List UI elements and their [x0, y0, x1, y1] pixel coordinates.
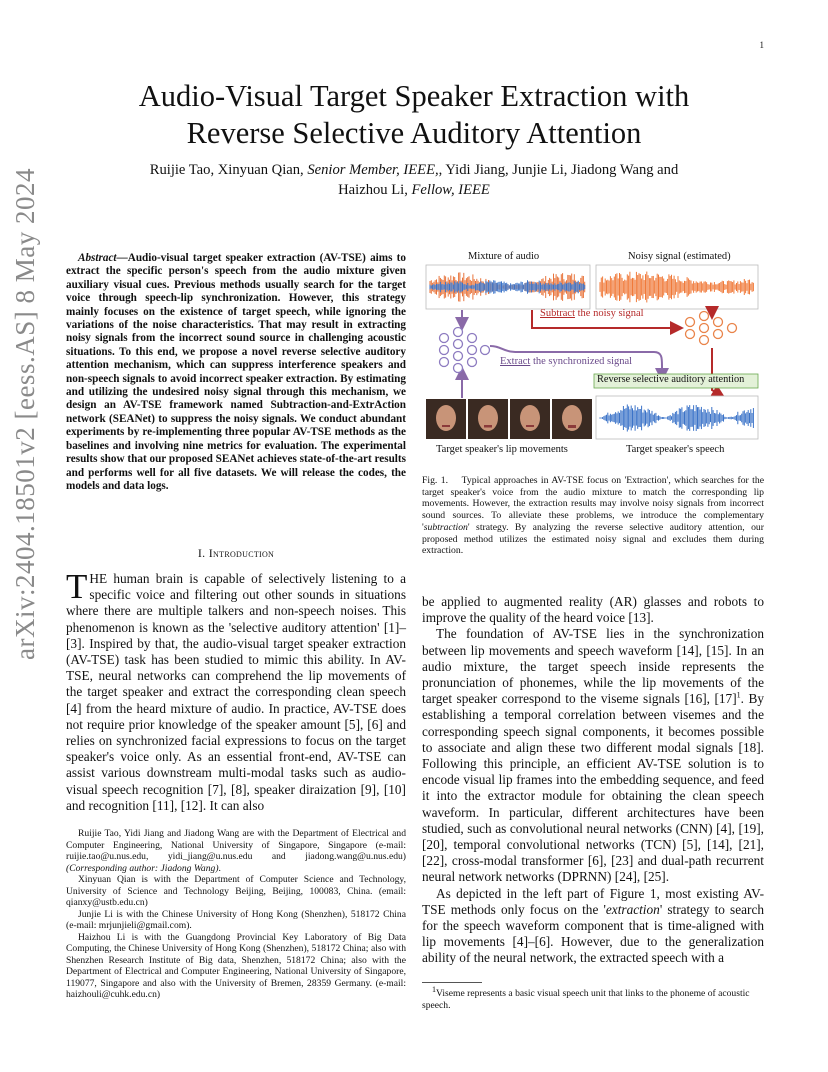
authors-part-2: , Yidi Jiang, Junjie Li, Jiadong Wang and [438, 162, 679, 178]
subtraction-network-right [686, 312, 737, 345]
label-extract-underlined: Extract [500, 356, 531, 367]
label-extract-rest: the synchronized signal [530, 356, 633, 367]
label-subtract-underlined: Subtract [540, 308, 575, 319]
footnote-1-corresponding: (Corresponding author: Jiadong Wang) [66, 862, 219, 874]
col2-paragraph-1: be applied to augmented reality (AR) glasses and robots to improve the quality of the heard voice [13]. [422, 594, 764, 626]
abstract-text: —Audio-visual target speaker extraction (AV-TSE) aims to extract the specific person's speech from the audio mixture given auxiliary visual cues. Previous methods usually search for the target voice through speech-lip synchronization. However, this strategy mainly focuses on the existence of target speech, while ignoring the variations of the noise characteristics. That may result in extracting noisy signals from the incorrect sound source in challenging acoustic situations. To this end, we propose a novel reverse selective auditory attention mechanism, which can suppress interference speakers and non-speech signals to avoid incorrect speaker extraction. By estimating and utilizing the undesired noisy signal through this mechanism, we design an AV-TSE framework named Subtraction-and-ExtrAction network (SEANet) to suppress the noisy signals. We conduct abundant experiments by re-implementing three popular AV-TSE methods as the baselines and involving nine metrics for evaluation. The experimental results show that our proposed SEANet achieves state-of-the-art results and performs well for all five datasets. We will release the codes, the models and data logs. [66, 252, 406, 492]
footnote-2: Xinyuan Qian is with the Department of Computer Science and Technology, University of Science and Technology Beijing, Beijing, 100083, China. (email: qianxy@ustb.edu.cn) [66, 874, 406, 908]
section-number: I. [197, 546, 209, 560]
col2-p3-a: As depicted in the left part of Figure 1, most existing AV-TSE methods only focus on the ' [422, 885, 764, 917]
figure-1-caption [422, 475, 764, 557]
label-noisy-signal: Noisy signal (estimated) [628, 251, 731, 262]
col2-p3-italic: extraction [605, 901, 660, 917]
title-line-1: Audio-Visual Target Speaker Extraction with [138, 79, 690, 113]
label-reverse-attention: Reverse selective auditory attention [597, 374, 745, 385]
footnote-4: Haizhou Li is with the Guangdong Provincial Key Laboratory of Big Data Computing, the Chinese University of Hong Kong (Shenzhen), 518172 China; also with Shenzhen Research Institute of Big data, Shenzhen, 518172 China; also with the Department of Electrical and Computer Engineering, National University of Singapore, 119077, Singapore and also with the University of Bremen, 28359 Germany. (e-mail: haizhouli@cuhk.edu.cn) [66, 931, 406, 1000]
author-list [100, 160, 728, 200]
footnote-1-end: . [218, 862, 221, 874]
authors-part-3: Haizhou Li, [338, 182, 412, 198]
label-mixture-audio: Mixture of audio [468, 251, 540, 262]
section-heading-introduction [66, 546, 406, 561]
caption-italic: subtraction [423, 521, 468, 533]
label-target-speech: Target speaker's speech [626, 444, 725, 455]
footnote-marker: 1 [736, 690, 741, 700]
footnote-3: Junjie Li is with the Chinese University of Hong Kong (Shenzhen), 518172 China (e-mail: mrjunjieli@gmail.com). [66, 908, 406, 931]
arxiv-identifier: arXiv:2404.18501v2 [eess.AS] 8 May 2024 [10, 168, 40, 660]
abstract [66, 252, 406, 493]
page-number: 1 [759, 40, 764, 50]
section-title: Introduction [208, 546, 275, 560]
label-subtract [540, 308, 644, 319]
paper-title [60, 78, 768, 152]
col2-p3-b: ' strategy to search for the speech waveform component that is time-aligned with lip movements [4]–[6]. However, due to the generalization ability of the neural network, the extracted speech with a [422, 901, 764, 966]
intro-text: human brain is capable of selectively listening to a specific voice and filtering out other sounds in situations where there are multiple talkers and non-speech noises. This phenomenon is known as the 'selective auditory attention' [1]–[3]. Inspired by that, the audio-visual target speaker extraction (AV-TSE) task has been studied to mimic this ability. In AV-TSE, neural networks can comprehend the lip movements of the target speaker and extract the corresponding clean speech [4] from the heard mixture of audio. In practice, AV-TSE does not require prior knowledge of the speaker amount [5], [6] and relies on synchronized facial expressions to focus on the target speaker's voice only. As an essential front-end, AV-TSE can assist various downstream multi-modal tasks such as audio-visual speech recognition [7], [8], speaker diraization [9], [10] and recognition [11], [12]. It can also [66, 571, 406, 813]
authors-senior-member: Senior Member, IEEE, [307, 162, 439, 178]
authors-fellow: Fellow, IEEE [411, 182, 490, 198]
label-subtract-rest: the noisy signal [575, 308, 644, 319]
introduction-paragraph [66, 567, 406, 814]
col2-p2-b: . By establishing a temporal correlation between visemes and the corresponding speech signal components, it becomes possible to associate and align these two different modal signals [18]. Following this principle, an efficient AV-TSE solution is to encode visual lip frames into the embedding sequence, and feed it into the extractor module for obtaining the clean speech waveform. In particular, different architectures have been studied, such as convolutional neural networks (CNN) [4], [19], [20], temporal convolutional networks (TCN) [5], [14], [21], [22], cross-modal transformer [6], [23] and dual-path recurrent neural network networks (DPRNN) [24], [25]. [422, 691, 764, 885]
label-extract [500, 356, 632, 367]
intro-lead: HE [89, 571, 108, 586]
viseme-footnote-text: Viseme represents a basic visual speech unit that links to the phoneme of acoustic speech. [422, 988, 750, 1011]
footnote-1 [66, 828, 406, 874]
figure-1 [422, 250, 762, 462]
caption-text-a: Typical approaches in AV-TSE focus on 'Extraction', which searches for the target speaker's voice from the audio mixture to match the corresponding lip movements. However, the extraction results may involve noisy signals from incorrect sound sources. To alleviate these problems, we introduce the complementary ' [422, 475, 764, 533]
caption-label: Fig. 1. [422, 475, 449, 486]
authors-part-1: Ruijie Tao, Xinyuan Qian, [149, 162, 308, 178]
label-lip-movements: Target speaker's lip movements [436, 444, 568, 455]
col2-p2-a: The foundation of AV-TSE lies in the synchronization between lip movements and speech waveform [14], [15]. In an audio mixture, the target speech inside represents the pronunciation of phonemes, while the lip movements of the target speaker correspond to the viseme signals [16], [17] [422, 626, 764, 707]
drop-cap: T [66, 567, 88, 606]
viseme-footnote-marker: 1 [432, 984, 436, 994]
col2-paragraph-2 [422, 626, 764, 885]
caption-text-b: ' strategy. By analyzing the reverse selective auditory attention, our proposed method utilizes the estimated noisy signal and excludes them during extraction. [422, 521, 764, 557]
title-line-2: Reverse Selective Auditory Attention [186, 116, 642, 150]
network-to-target-arrow [712, 348, 722, 396]
lip-frames [426, 399, 592, 439]
affiliation-footnotes [66, 828, 406, 1001]
abstract-lead: Abstract [78, 252, 117, 264]
footnote-1-text: Ruijie Tao, Yidi Jiang and Jiadong Wang are with the Department of Electrical and Computer Engineering, National University of Singapore, Singapore (e-mail: ruijie.tao@u.nus.edu, yidi_jiang@u.nus.edu and jiadong.wang@u.nus.edu) [66, 828, 406, 862]
col2-paragraph-3 [422, 886, 764, 967]
extraction-network-left [440, 328, 490, 373]
footnote-rule [422, 982, 482, 983]
viseme-footnote [422, 984, 764, 1011]
right-column-body [422, 594, 764, 967]
